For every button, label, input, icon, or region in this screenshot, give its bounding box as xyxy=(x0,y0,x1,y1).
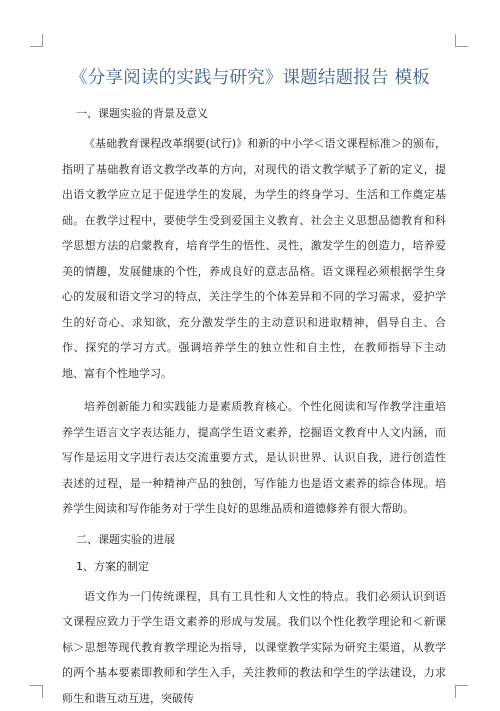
document-title: 《分享阅读的实践与研究》课题结题报告 模板 xyxy=(40,64,460,89)
section-heading-progress: 二、课题实验的进展 xyxy=(62,530,446,549)
crop-mark-top-right xyxy=(455,34,468,47)
subsection-heading-plan: 1、方案的制定 xyxy=(62,557,446,576)
paragraph-background-1: 《基础教育课程改革纲要(试行)》和新的中小学＜语文课程标准＞的颁布，指明了基础教育语文教学改革的方向，对现代的语文教学赋予了新的定义，提出语文教学应立足于促进学生的发展，为学生的终身学习、生活和工作奠定基础。在教学过程中，要使学生受到爱国主义教育、社会主义思想品德教育和科学思想方法的启蒙教育，培育学生的悟性、灵性，激发学生的创造力，培养爱美的情趣，发展健康的个性，养成良好的意志品格。语文课程必须根据学生身心的发展和语文学习的特点，关注学生的个体差异和不同的学习需求，爱护学生的好奇心、求知欲，充分激发学生的主动意识和进取精神，倡导自主、合作、探究的学习方式。强调培养学生的独立性和自主性，在教师指导下主动地、富有个性地学习。 xyxy=(62,131,446,386)
crop-mark-bottom-right xyxy=(455,685,468,698)
section-heading-background: 一、课题实验的背景及意义 xyxy=(62,104,446,123)
paragraph-plan-1: 语文作为一门传统课程，具有工具性和人文性的特点。我们必须认识到语文课程应致力于学生语文素养的形成与发展。我们以个性化教学理论和＜新课标＞思想等现代教育教学理论为指导，以课堂教学实际为研究主渠道，从教学的两个基本要素即教师和学生入手，关注教师的教法和学生的学法建设，力求师生和谐互动互进，突破传 xyxy=(62,584,446,711)
crop-mark-bottom-left xyxy=(30,685,43,698)
paragraph-background-2: 培养创新能力和实践能力是素质教育核心。个性化阅读和写作教学注重培养学生语言文字表达能力，提高学生语文素养，挖掘语文教育中人文内涵，而写作是运用文字进行表达交流重要方式，是认识世界、认识自我，进行创造性表述的过程，是一种精神产品的独创，写作能力也是语文素养的综合体现。培养学生阅读和写作能务对于学生良好的思维品质和道德修养有很大帮助。 xyxy=(62,394,446,522)
document-body xyxy=(62,104,446,711)
crop-mark-top-left xyxy=(30,34,43,47)
